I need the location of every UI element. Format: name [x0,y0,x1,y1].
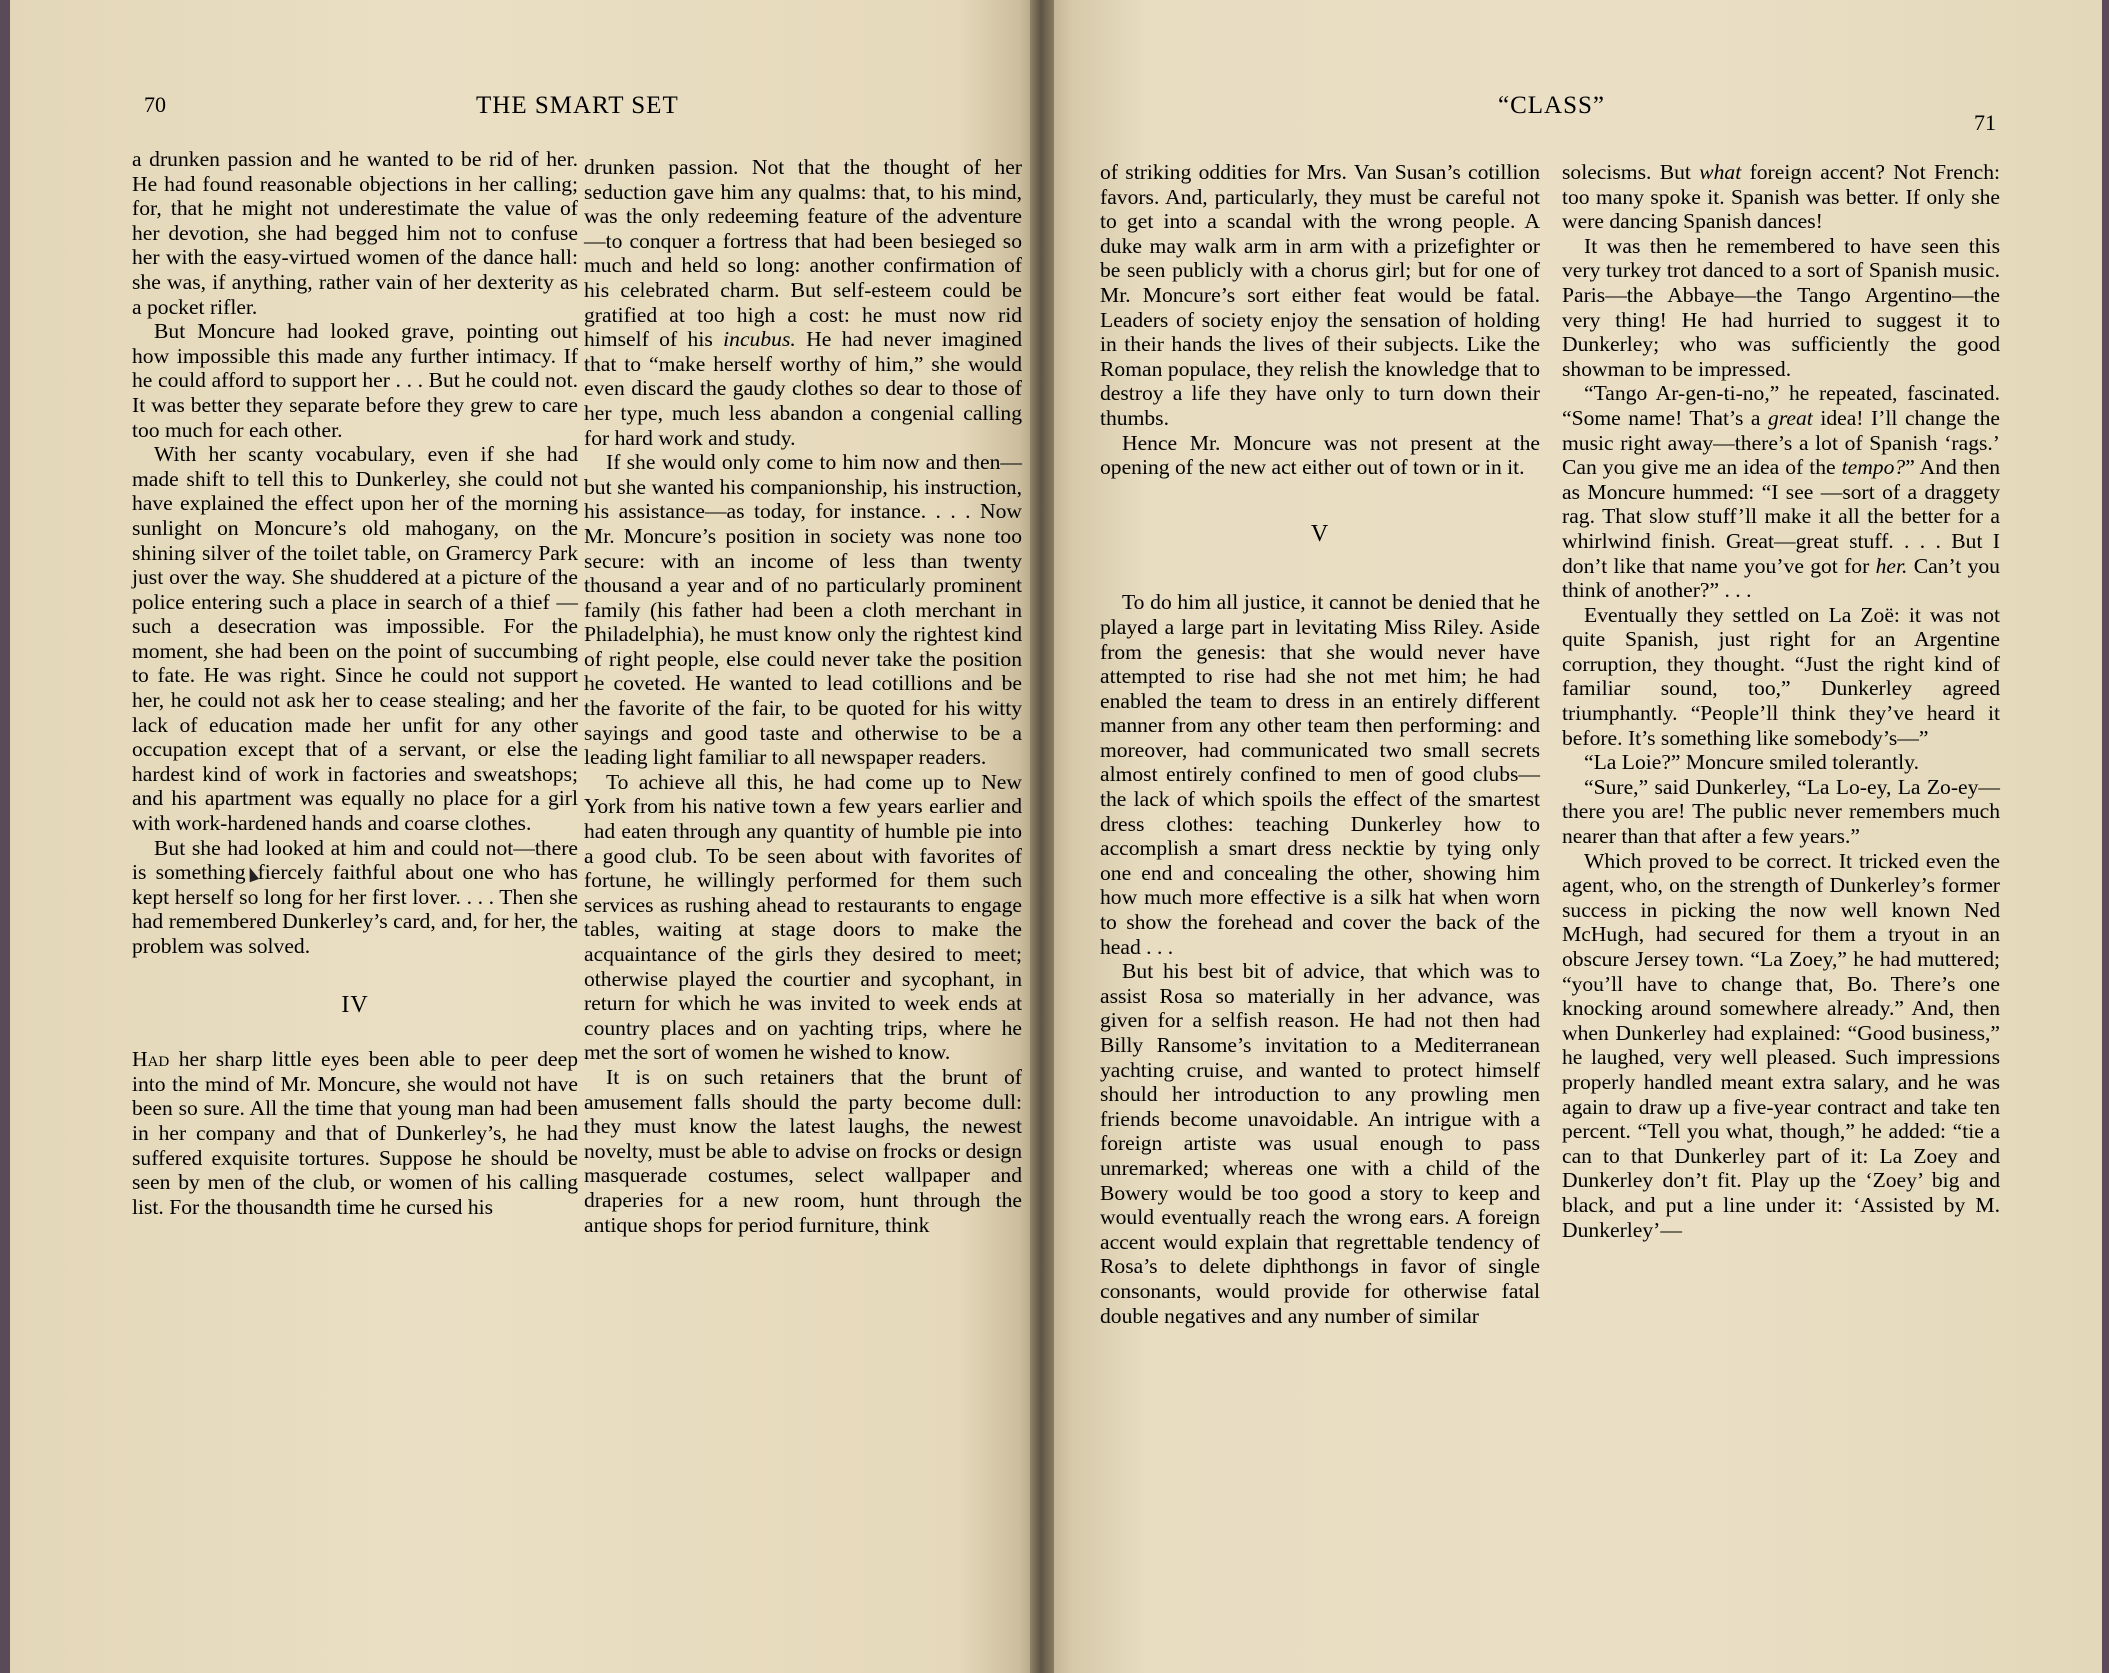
text-run: But she had looked at him and could not—there is something [132,835,578,885]
paragraph: To do him all justice, it cannot be denied that he played a large part in levitating Miss Riley. Aside from the genesis: that she would never have attempted to rise had she not met him; he had enabled the team to dress in an entirely different manner from any other team then performing: and moreover, had communicated two small secrets almost entirely confined to men of good clubs—the lack of which spoils the effect of the smartest dress clothes: teaching Dunkerley how to accomplish a smart dress necktie by tying only one end and concealing the other, showing him how much more effective is a silk hat when worn to show the forehead and cover the back of the head . . . [1100,590,1540,959]
text-run: her sharp little eyes been able to peer deep into the mind of Mr. Moncure, she would not have been so sure. All the time that young man had been in her company and that of Dunkerley’s, he had suffered exquisite tortures. Suppose he should be seen by men of the club, or women of his calling list. For the thousandth time he cursed his [132,1047,578,1219]
paragraph: Eventually they settled on La Zoë: it was not quite Spanish, just right for an Argentine corruption, they thought. “Just the right kind of familiar sound, too,” Dunkerley agreed triumphantly. “People’ll think they’ve heard it before. It’s something like somebody’s—” [1562,602,2000,750]
book-gutter [1030,0,1054,1673]
left-column-2 [584,155,1022,1237]
paragraph [1562,160,2000,234]
section-heading: IV [341,991,369,1018]
italic-run: her. [1875,553,1908,578]
paragraph: “La Loie?” Moncure smiled tolerantly. [1584,750,1919,775]
paragraph: Hence Mr. Moncure was not present at the opening of the new act either out of town or in it. [1100,430,1540,480]
text-run: idea! I’ll change the music right away—there’s a lot of Spanish ‘rags.’ Can you give me an idea of the [1562,405,2000,480]
right-running-head: “CLASS” [1498,92,1605,119]
paragraph: a drunken passion and he wanted to be rid of her. He had found reasonable objections in her calling; for, that he might not underestimate the value of her devotion, she had begged him not to confuse her with the easy-virtued women of the dance hall: she was, if anything, rather vain of her dexterity as a pocket rifler. [132,147,578,319]
drop-lead-word: Had [132,1047,170,1072]
paragraph: It was then he remembered to have seen this very turkey trot danced to a sort of Spanish music. Paris—the Abbaye—the Tango Argentino—the very thing! He had hurried to suggest it to Dunkerley; who was sufficiently the good showman to be impressed. [1562,233,2000,381]
left-running-head: THE SMART SET [476,92,679,119]
italic-run: tempo? [1841,455,1906,480]
paragraph: Which proved to be correct. It tricked even the agent, who, on the strength of Dunkerley’s former success in picking the now well known Ned McHugh, had secured for them a tryout in an obscure Jersey town. “La Zoey,” he had muttered; “you’ll have to change that, Bo. There’s one knocking around somewhere already.” And, then when Dunkerley had explained: “Good business,” he laughed, very well pleased. Such impressions properly handled meant extra salary, and he was again to draw up a five-year contract and take ten percent. “Tell you what, though,” he added: “tie a can to that Dunkerley part of it: La Zoey and Dunkerley don’t fit. Play up the ‘Zoey’ big and black, and put a line under it: ‘Assisted by M. Dunkerley’— [1562,848,2000,1242]
paragraph: “Sure,” said Dunkerley, “La Lo-ey, La Zo-ey—there you are! The public never remembers much nearer than that after a few years.” [1562,774,2000,849]
text-run: Can’t you think of another?” . . . [1562,553,2000,603]
paragraph [1562,381,2000,602]
text-run: “Tango Ar-gen-ti-no,” he repeated, fascinated. “Some name! That’s a [1562,381,2000,430]
text-run: He had never imagined that to “make herself worthy of him,” she would even discard the gaudy clothes so dear to those of her type, much less abandon a congenial calling for hard work and study. [584,327,1022,450]
text-run: solecisms. But [1562,160,1700,184]
paragraph: It is on such retainers that the brunt of amusement falls should the party become dull: they must know the latest laughs, the newest novelty, must be able to advise on frocks or design masquerade costumes, select wallpaper and draperies for a new room, hunt through the antique shops for period furniture, think [584,1064,1022,1237]
paragraph: If she would only come to him now and then—but she wanted his companionship, his instruction, his assistance—as today, for instance. . . . Now Mr. Moncure’s position in society was none too secure: with an income of less than twenty thousand a year and of no particularly prominent family (his father had been a cloth merchant in Philadelphia), he must know only the rightest kind of right people, else could never take the position he coveted. He wanted to lead cotillions and be the favorite of the fair, to be quoted for his witty sayings and good taste and otherwise to be a leading light familiar to all newspaper readers. [584,450,1022,770]
left-folio: 70 [144,92,166,117]
italic-run: great [1768,405,1813,430]
italic-run: what [1699,160,1742,184]
text-run: fiercely faithful about one who has kept herself so long for her first lover. . . . Then she had remembered Dunkerley’s card, and, for her, the problem was solved. [132,860,578,958]
right-column-1 [1100,160,1540,1328]
paragraph [132,1047,578,1219]
text-run: foreign accent? Not French: too many spoke it. Spanish was better. If only she were dancing Spanish dances! [1562,160,2000,234]
paragraph: But his best bit of advice, that which was to assist Rosa so materially in her advance, was given for a selfish reason. He had not then had Billy Ransome’s invitation to a Mediterranean yachting cruise, and wanted to protect himself should her introduction to any prowling men friends become unavoidable. An intrigue with a foreign artiste was usual enough to pass unremarked; whereas one with a child of the Bowery would be too good a story to keep and would eventually reach the wrong ears. A foreign accent would explain that regrettable tendency of Rosa’s to delete diphthongs in favor of single consonants, would provide for otherwise fatal double negatives and any number of similar [1100,959,1540,1328]
paragraph [132,836,578,959]
paragraph: To achieve all this, he had come up to New York from his native town a few years earlier and had eaten through any quantity of humble pie into a good club. To be seen about with favorites of fortune, he willingly performed for them such services as rushing ahead to restaurants to engage tables, waiting at stage doors to make the acquaintance of the girls they desired to meet; otherwise played the courtier and sycophant, in return for which he was invited to week ends at country places and on yachting trips, where he met the sort of women he wished to know. [584,769,1022,1065]
section-heading: V [1310,520,1330,547]
right-column-2 [1562,160,2000,1242]
paragraph [584,155,1022,450]
pencil-mark-icon [244,866,258,883]
right-folio: 71 [1974,110,1996,135]
text-run: ” And then as Moncure hummed: “I see —sort of a draggety rag. That slow stuff’ll make it all the better for a whirlwind finish. Great—great stuff. . . . But I don’t like that name you’ve got for [1562,455,2001,578]
paragraph: With her scanty vocabulary, even if she had made shift to tell this to Dunkerley, she could not have explained the effect upon her of the morning sunlight on Moncure’s old mahogany, on the shining silver of the toilet table, on Gramercy Park just over the way. She shuddered at a picture of the police entering such a place in search of a thief —such a desecration was impossible. For the moment, she had been on the point of succumbing to fate. He was right. Since he could not support her, he could not ask her to cease stealing; and her lack of education made her unfit for any other occupation except that of a servant, or else the hardest kind of work in factories and sweatshops; and his apartment was equally no place for a girl with work-hardened hands and coarse clothes. [132,442,578,836]
paragraph: of striking oddities for Mrs. Van Susan’s cotillion favors. And, particularly, they must be careful not to get into a scandal with the wrong people. A duke may walk arm in arm with a prizefighter or be seen publicly with a chorus girl; but for one of Mr. Moncure’s sort either feat would be fatal. Leaders of society enjoy the sensation of holding in their hands the lives of their subjects. Like the Roman populace, they relish the knowledge that to destroy a life they have only to turn down their thumbs. [1100,160,1540,430]
text-run: drunken passion. Not that the thought of her seduction gave him any qualms: that, to his mind, was the only redeeming feature of the adventure—to conquer a fortress that had been besieged so much and held so long: another confirmation of his celebrated charm. But self-esteem could be gratified at too high a cost: he must now rid himself of his [584,155,1022,352]
paragraph: But Moncure had looked grave, pointing out how impossible this made any further intimacy. If he could afford to support her . . . But he could not. It was better they separate before they grew to care too much for each other. [132,319,578,442]
left-column-1 [132,147,578,1219]
italic-run: incubus. [723,327,796,352]
